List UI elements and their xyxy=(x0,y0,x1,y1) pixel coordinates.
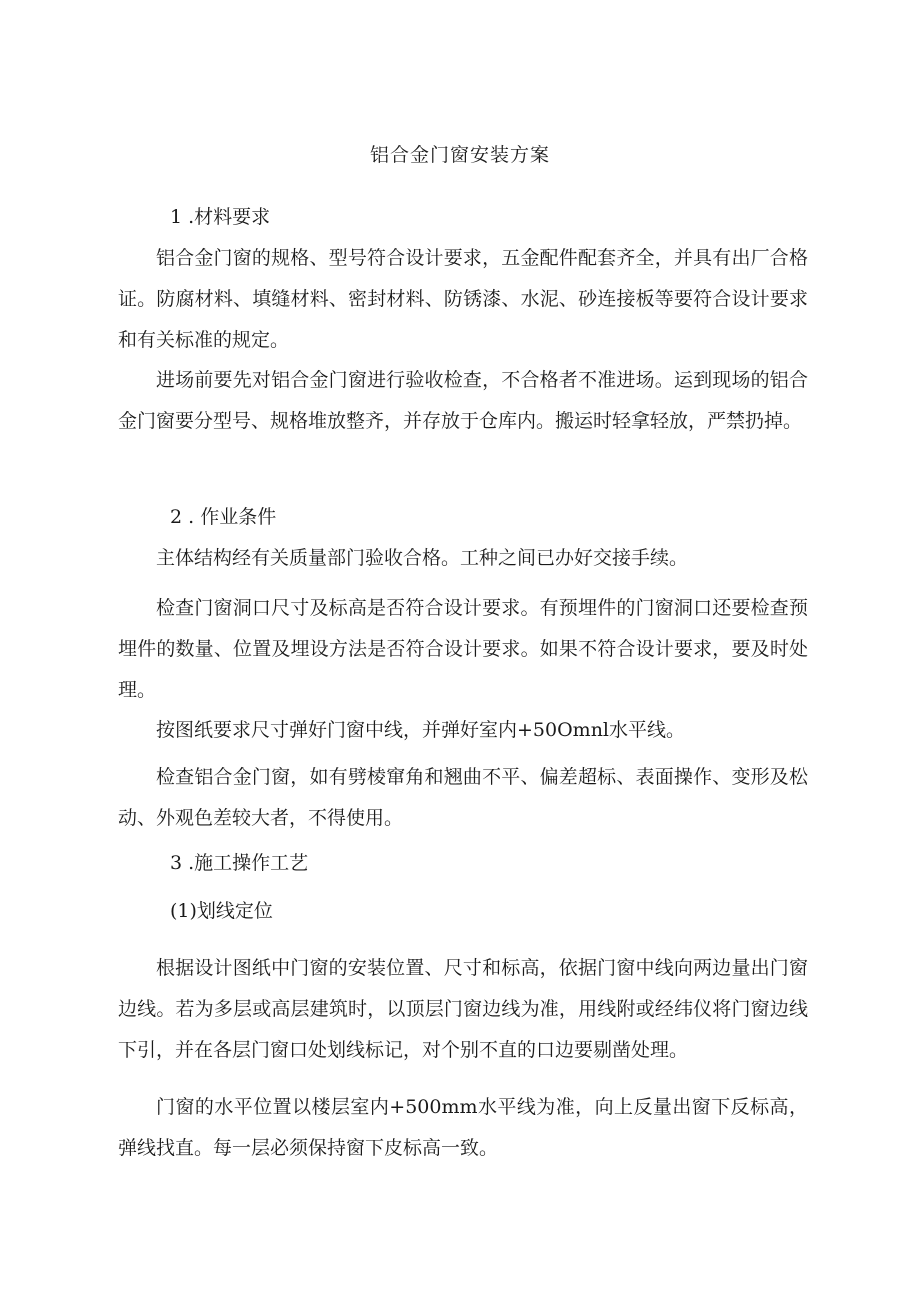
subsection-heading: (1)划线定位 xyxy=(170,900,273,922)
section-2-paragraph-2: 检查门窗洞口尺寸及标高是否符合设计要求。有预埋件的门窗洞口还要检查预埋件的数量、位置及埋设方法是否符合设计要求。如果不符合设计要求，要及时处理。 xyxy=(118,597,808,701)
section-heading-1: 1 .材料要求 xyxy=(170,206,271,228)
section-1-paragraph-2: 进场前要先对铝合金门窗进行验收检查，不合格者不准进场。运到现场的铝合金门窗要分型号、规格堆放整齐，并存放于仓库内。搬运时轻拿轻放，严禁扔掉。 xyxy=(118,369,808,432)
section-2-paragraph-1: 主体结构经有关质量部门验收合格。工种之间已办好交接手续。 xyxy=(156,547,689,569)
section-2-paragraph-3: 按图纸要求尺寸弹好门窗中线，并弹好室内+50Omnl水平线。 xyxy=(156,719,686,741)
section-heading-2: 2 . 作业条件 xyxy=(170,506,277,528)
section-heading-3: 3 .施工操作工艺 xyxy=(170,852,309,874)
section-1-paragraph-1: 铝合金门窗的规格、型号符合设计要求，五金配件配套齐全，并具有出厂合格证。防腐材料、填缝材料、密封材料、防锈漆、水泥、砂连接板等要符合设计要求和有关标准的规定。 xyxy=(118,247,808,351)
section-2-paragraph-4: 检查铝合金门窗，如有劈棱窜角和翘曲不平、偏差超标、表面操作、变形及松动、外观色差较大者，不得使用。 xyxy=(118,766,808,829)
document-title: 铝合金门窗安装方案 xyxy=(369,144,550,166)
section-3-paragraph-2: 门窗的水平位置以楼层室内+500mm水平线为准，向上反量出窗下反标高，弹线找直。每一层必须保持窗下皮标高一致。 xyxy=(118,1096,808,1159)
section-3-paragraph-1: 根据设计图纸中门窗的安装位置、尺寸和标高，依据门窗中线向两边量出门窗边线。若为多层或高层建筑时，以顶层门窗边线为准，用线附或经纬仪将门窗边线下引，并在各层门窗口处划线标记，对个别不直的口边要剔凿处理。 xyxy=(118,957,808,1061)
